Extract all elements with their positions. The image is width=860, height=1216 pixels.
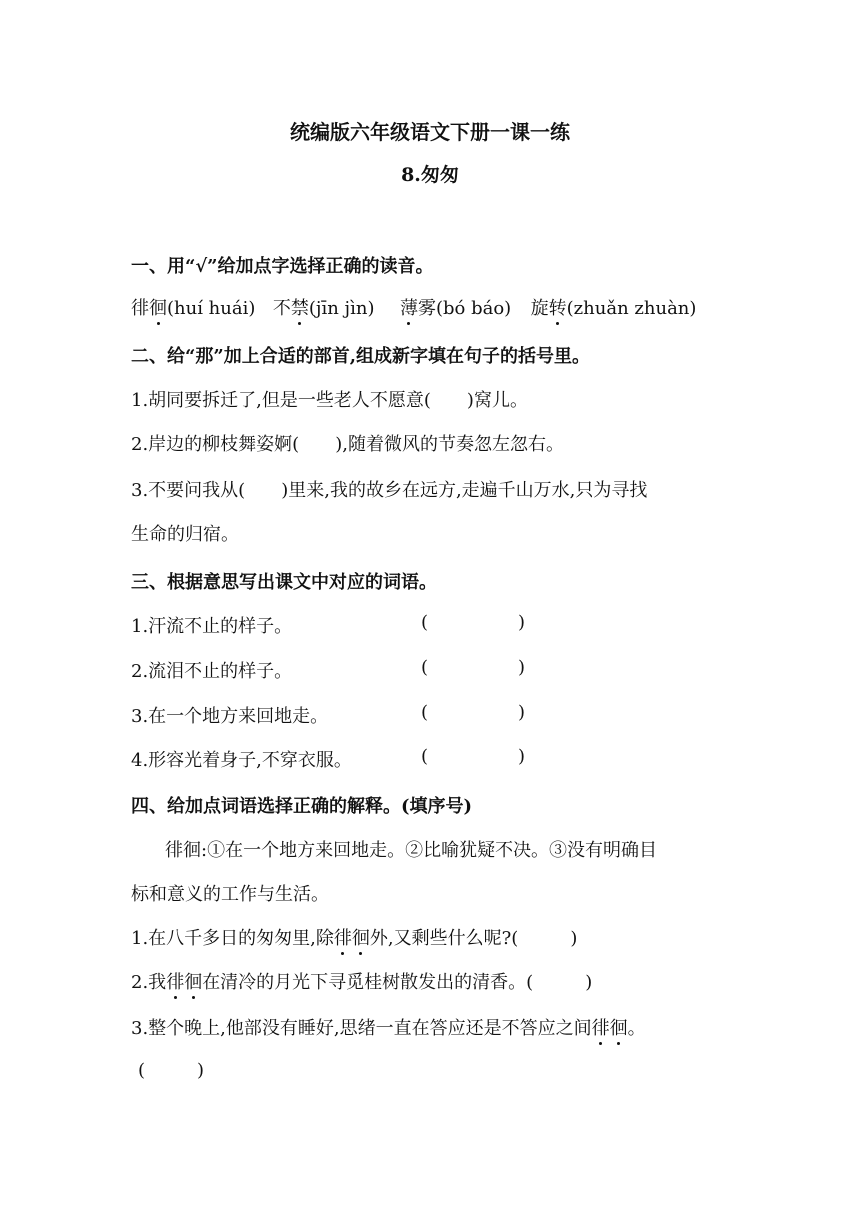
s4-question-3 [131,1014,646,1040]
s3-item-3: 3.在一个地方来回地走。 [131,706,329,727]
s2-q3-text-end: )里来,我的故乡在远方,走遍千山万水,只为寻找 [281,480,648,501]
item-1-pinyin: (huí huái) [167,298,256,319]
s4-q3-text-end: 。 [627,1018,646,1039]
s4-definition-line-2: 标和意义的工作与生活。 [131,884,329,905]
paren-open: ( [421,746,429,767]
item-4-pinyin: (zhuǎn zhuàn) [566,298,697,319]
paren-close: ) [518,746,526,767]
item-3-pinyin: (bó báo) [435,298,512,319]
paren-close: ) [518,702,526,723]
s3-item-1: 1.汗流不止的样子。 [131,616,293,637]
s3-item-2: 2.流泪不止的样子。 [131,661,293,682]
s4-q1-paren-close: ) [570,928,578,949]
s3-answer-4[interactable] [421,746,525,767]
section-2-heading: 二、给“那”加上合适的部首,组成新字填在句子的括号里。 [131,346,590,367]
s2-q1-text: 1.胡同要拆迁了,但是一些老人不愿意( [131,390,431,411]
s2-q2-text: 2.岸边的柳枝舞姿婀( [131,434,300,455]
s4-q1-dotted-char-2: 徊 [352,924,370,950]
item-2-char: 不 [272,298,291,319]
s4-q2-dotted-char-1: 徘 [166,968,184,994]
item-3-char: 雾 [417,298,436,319]
s3-answer-2[interactable] [421,657,525,678]
s3-item-4: 4.形容光着身子,不穿衣服。 [131,750,352,771]
s4-q3-text: 3.整个晚上,他部没有睡好,思绪一直在答应还是不答应之间 [131,1018,592,1039]
section-1-heading: 一、用“√”给加点字选择正确的读音。 [131,256,434,277]
s3-answer-1[interactable] [421,612,525,633]
item-1-dotted-char: 徊 [149,294,167,320]
s4-q2-text-mid: 在清冷的月光下寻觅桂树散发出的清香。( [202,972,534,993]
item-1-char: 徘 [131,298,149,319]
item-3-dotted-char: 薄 [400,294,418,320]
s4-question-1 [131,924,577,950]
s2-q1-text-end: )窝儿。 [466,390,528,411]
s4-q3-dotted-char-1: 徘 [592,1014,610,1040]
pronunciation-items [131,294,696,320]
s4-q2-dotted-char-2: 徊 [184,968,202,994]
section-3-heading: 三、根据意思写出课文中对应的词语。 [131,572,437,593]
s2-question-1 [131,386,528,412]
s4-q1-text-mid: 外,又剩些什么呢?( [369,928,519,949]
paren-open: ( [421,702,429,723]
paren-close: ) [518,612,526,633]
paren-open: ( [138,1060,146,1081]
s4-q1-text: 1.在八千多日的匆匆里,除 [131,928,334,949]
s4-q2-paren-close: ) [585,972,593,993]
s2-q3-text: 3.不要问我从( [131,480,246,501]
item-4-dotted-char: 转 [549,294,567,320]
paren-open: ( [421,612,429,633]
s4-definition-line-1: 徘徊:①在一个地方来回地走。②比喻犹疑不决。③没有明确目 [165,840,658,861]
s2-q2-text-end: ),随着微风的节奏忽左忽右。 [335,434,564,455]
s4-q3-answer[interactable] [138,1060,204,1081]
item-2-dotted-char: 禁 [291,294,309,320]
s2-question-3 [131,476,647,502]
s4-q2-text: 2.我 [131,972,167,993]
paren-close: ) [197,1060,205,1081]
paren-close: ) [518,657,526,678]
page-title: 统编版六年级语文下册一课一练 [290,120,570,144]
s4-q3-dotted-char-2: 徊 [610,1014,628,1040]
s4-q1-dotted-char-1: 徘 [334,924,352,950]
paren-open: ( [421,657,429,678]
s2-question-2 [131,430,564,456]
item-2-pinyin: (jīn jìn) [308,298,375,319]
section-4-heading: 四、给加点词语选择正确的解释。(填序号) [131,796,473,817]
s3-answer-3[interactable] [421,702,525,723]
item-4-char: 旋 [530,298,549,319]
s4-question-2 [131,968,592,994]
s2-question-3-cont: 生命的归宿。 [131,524,239,545]
lesson-title: 8.匆匆 [401,164,459,186]
